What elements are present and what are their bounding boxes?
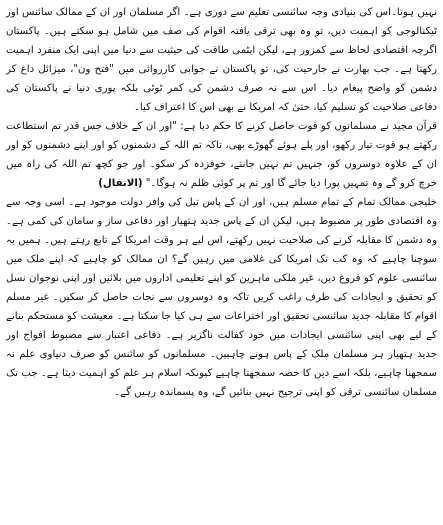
quote-reference: (الانفال) — [98, 178, 143, 189]
paragraph-intro — [6, 3, 437, 117]
paragraph-intro-text: نہیں ہوتا۔اس کی بنیادی وجہ سائنسی تعلیم سے دوری ہے۔ اگر مسلمان اور ان کے ممالک سائنس اور ٹیکنالوجی کو اہمیت دیں، تو وہ بھی ترقی یافتہ اقوام کی صف میں شامل ہو سکتے ہیں۔ پاکستان اگرچہ اقتصادی لحاظ سے کمزور ہے، لیکن ایٹمی طاقت کی حیثیت سے دنیا میں اپنی ایک منفرد اہمیت رکھتا ہے۔ جب بھارت نے جارحیت کی، تو پاکستان نے جوابی کارروائی میں "فتح ون"، میزائل داغ کر دشمن کو واضح پیغام دیا۔ اس سے نہ صرف دشمن کی کمر ٹوٹی بلکہ پوری دنیا نے پاکستان کی دفاعی صلاحیت کو تسلیم کیا، حتیٰ کہ امریکا نے بھی اس کا اعتراف کیا۔ — [6, 7, 437, 113]
paragraph-quran-quote — [6, 117, 437, 193]
paragraph-quran-quote-text: قرآن مجید نے مسلمانوں کو قوت حاصل کرنے کا حکم دیا ہے: "اور ان کے خلاف جس قدر تم استطاعت رکھتے ہو قوت تیار رکھو، اور پلے ہوئے گھوڑے بھی، تاکہ تم اللہ کے دشمنوں کو اور اپنے دشمنوں کو اور ان کے علاوہ دوسروں کو، جنہیں تم نہیں جانتے، خوفزدہ کر سکو۔ اور جو کچھ تم اللہ کی راہ میں خرچ کرو گے وہ تمہیں پورا دیا جائے گا اور تم پر کوئی ظلم نہ ہوگا۔" — [6, 121, 437, 189]
paragraph-gulf-countries — [6, 193, 437, 402]
paragraph-gulf-countries-text: خلیجی ممالک تمام کے تمام مسلم ہیں، اور ان کے پاس تیل کی وافر دولت موجود ہے۔ اسی وجہ سے وہ اقتصادی طور پر مضبوط ہیں، لیکن ان کے پاس جدید ہتھیار اور دفاعی ساز و سامان کی کمی ہے۔ وہ دشمن کا مقابلہ کرنے کی صلاحیت نہیں رکھتے، اس لیے ہر وقت امریکا کے تابع رہتے ہیں۔ ہمیں یہ سوچنا چاہیے کہ وہ کب تک امریکا کی غلامی میں رہیں گے؟ ان ممالک کو چاہیے کہ اپنے ملک میں سائنسی علوم کو فروغ دیں، غیر ملکی ماہرین کو اپنے تعلیمی اداروں میں بلائیں اور اپنی نوجوان نسل کو تحقیق و ایجادات کی طرف راغب کریں تاکہ وہ دوسروں سے نجات حاصل کر سکیں۔ غیر مسلم اقوام کا مقابلہ جدید سائنسی تحقیق اور اختراعات سے ہی کیا جا سکتا ہے۔ معیشت کو مستحکم بنانے کے لیے بھی اپنی سائنسی ایجادات میں خود کفالت ناگزیر ہے۔ دفاعی اعتبار سے مضبوط افواج اور جدید ہتھیار ہر مسلمان ملک کے پاس ہونے چاہییں۔ مسلمانوں کو سائنس کو صرف دنیاوی علم نہ سمجھنا چاہیے، بلکہ اسے دین کا حصہ سمجھنا چاہیے کیونکہ اسلام ہر علم کو اہمیت دیتا ہے۔ جب تک مسلمان سائنسی ترقی کو اپنی ترجیح نہیں بنائیں گے، وہ پسماندہ رہیں گے۔ — [6, 197, 437, 398]
article-body — [6, 3, 437, 402]
